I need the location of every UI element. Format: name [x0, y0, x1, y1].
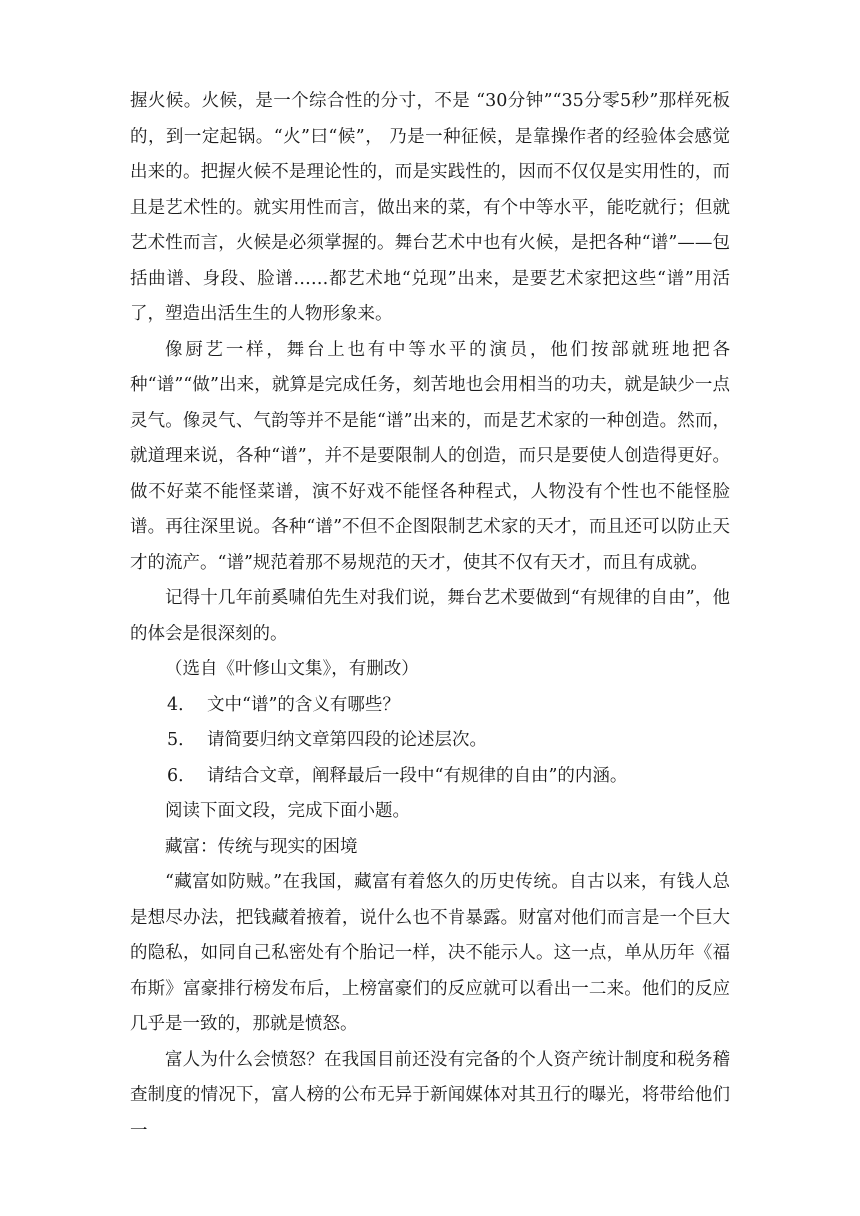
- body-paragraph-3: 记得十几年前奚啸伯先生对我们说，舞台艺术要做到“有规律的自由”，他的体会是很深刻的。: [130, 588, 730, 644]
- body-paragraph-1: 握火候。火候，是一个综合性的分寸，不是 “30分钟”“35分零5秒”那样死板的，到一定起锅。“火”曰“候”， 乃是一种征候，是靠操作者的经验体会感觉出来的。把握火候不是理论性的，而是实践性的，因而不仅仅是实用性的，而且是艺术性的。就实用性而言，做出来的菜，有个中等水平，能吃就行；但就艺术性而言，火候是必须掌握的。舞台艺术中也有火候，是把各种“谱”——包括曲谱、身段、脸谱……都艺术地“兑现”出来，是要艺术家把这些“谱”用活了，塑造出活生生的人物形象来。: [130, 91, 730, 324]
- question-number: 4．: [167, 694, 196, 715]
- reading-instruction: 阅读下面文段，完成下面小题。: [165, 801, 410, 821]
- question-text: 文中“谱”的含义有哪些？: [207, 694, 400, 715]
- question-text: 请简要归纳文章第四段的论述层次。: [207, 730, 487, 750]
- document-page: [130, 84, 730, 1149]
- source-note: （选自《叶修山文集》，有删改）: [165, 659, 419, 679]
- article-paragraph-2: 富人为什么会愤怒？在我国目前还没有完备的个人资产统计制度和税务稽查制度的情况下，富人榜的公布无异于新闻媒体对其丑行的曝光，将带给他们一: [130, 1049, 730, 1141]
- article-paragraph-1: “藏富如防贼。”在我国，藏富有着悠久的历史传统。自古以来，有钱人总是想尽办法，把钱藏着掖着，说什么也不肯暴露。财富对他们而言是一个巨大的隐私，如同自己私密处有个胎记一样，决不能示人。这一点，单从历年《福布斯》富豪排行榜发布后，上榜富豪们的反应就可以看出一二来。他们的反应几乎是一致的，那就是愤怒。: [130, 872, 730, 1034]
- question-5: [130, 723, 730, 759]
- question-number: 6．: [167, 765, 196, 786]
- body-paragraph-2: 像厨艺一样，舞台上也有中等水平的演员，他们按部就班地把各种“谱”“做”出来，就算是完成任务，刻苦地也会用相当的功夫，就是缺少一点灵气。像灵气、气韵等并不是能“谱”出来的，而是艺术家的一种创造。然而，就道理来说，各种“谱”，并不是要限制人的创造，而只是要使人创造得更好。做不好菜不能怪菜谱，演不好戏不能怪各种程式，人物没有个性也不能怪脸谱。再往深里说。各种“谱”不但不企图限制艺术家的天才，而且还可以防止天才的流产。“谱”规范着那不易规范的天才，使其不仅有天才，而且有成就。: [130, 339, 730, 573]
- question-6: [130, 759, 730, 795]
- question-text: 请结合文章，阐释最后一段中“有规律的自由”的内涵。: [207, 765, 628, 786]
- article-title: 藏富：传统与现实的困境: [165, 836, 358, 857]
- question-number: 5．: [167, 730, 196, 750]
- question-4: [130, 688, 730, 724]
